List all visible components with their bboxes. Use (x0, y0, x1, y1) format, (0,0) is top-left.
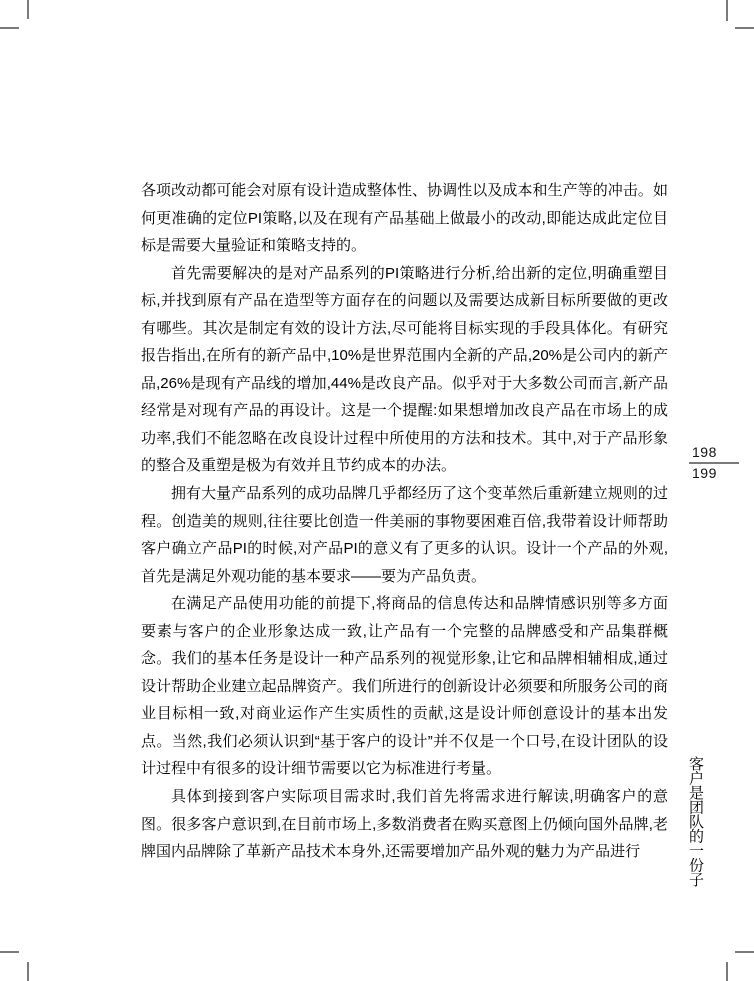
paragraph: 具体到接到客户实际项目需求时,我们首先将需求进行解读,明确客户的意图。很多客户意识到,在目前市场上,多数消费者在购买意图上仍倾向国外品牌,老牌国内品牌除了革新产品技术本身外,还需要增加产品外观的魅力为产品进行 (141, 788, 668, 861)
paragraph: 拥有大量产品系列的成功品牌几乎都经历了这个变革然后重新建立规则的过程。创造美的规则,往往要比创造一件美丽的事物要困难百倍,我带着设计师帮助客户确立产品PI的时候,对产品PI的意义有了更多的认识。设计一个产品的外观,首先是满足外观功能的基本要求——要为产品负责。 (141, 485, 668, 585)
page-number-block (689, 444, 739, 482)
crop-mark-bottom-left-horizontal (0, 951, 19, 953)
page-text-block (141, 177, 668, 866)
chapter-title-vertical: 客户是团队的一份子 (687, 756, 704, 887)
page-number-facing: 199 (692, 465, 717, 481)
crop-mark-top-left-vertical (27, 0, 29, 19)
crop-mark-top-left-horizontal (0, 27, 19, 29)
crop-mark-bottom-right-vertical (726, 962, 728, 981)
paragraph-continuation: 各项改动都可能会对原有设计造成整体性、协调性以及成本和生产等的冲击。如何更准确的定位PI策略,以及在现有产品基础上做最小的改动,即能达成此定位目标是需要大量验证和策略支持的。 (141, 182, 668, 255)
paragraph: 首先需要解决的是对产品系列的PI策略进行分析,给出新的定位,明确重塑目标,并找到原有产品在造型等方面存在的问题以及需要达成新目标所要做的更改有哪些。其次是制定有效的设计方法,尽可能将目标实现的手段具体化。有研究报告指出,在所有的新产品中,10%是世界范围内全新的产品,20%是公司内的新产品,26%是现有产品线的增加,44%是改良产品。似乎对于大多数公司而言,新产品经常是对现有产品的再设计。这是一个提醒:如果想增加改良产品在市场上的成功率,我们不能忽略在改良设计过程中所使用的方法和技术。其中,对于产品形象的整合及重塑是极为有效并且节约成本的办法。 (141, 264, 668, 475)
crop-mark-top-right-horizontal (735, 27, 754, 29)
paragraph: 在满足产品使用功能的前提下,将商品的信息传达和品牌情感识别等多方面要素与客户的企业形象达成一致,让产品有一个完整的品牌感受和产品集群概念。我们的基本任务是设计一种产品系列的视觉形象,让它和品牌相辅相成,通过设计帮助企业建立起品牌资产。我们所进行的创新设计必须要和所服务公司的商业目标相一致,对商业运作产生实质性的贡献,这是设计师创意设计的基本出发点。当然,我们必须认识到“基于客户的设计”并不仅是一个口号,在设计团队的设计过程中有很多的设计细节需要以它为标准进行考量。 (141, 595, 668, 778)
crop-mark-top-right-vertical (726, 0, 728, 21)
page-number-divider (689, 462, 739, 464)
crop-mark-bottom-right-horizontal (735, 951, 754, 953)
page-number-current: 198 (692, 444, 717, 460)
crop-mark-bottom-left-vertical (27, 962, 29, 981)
